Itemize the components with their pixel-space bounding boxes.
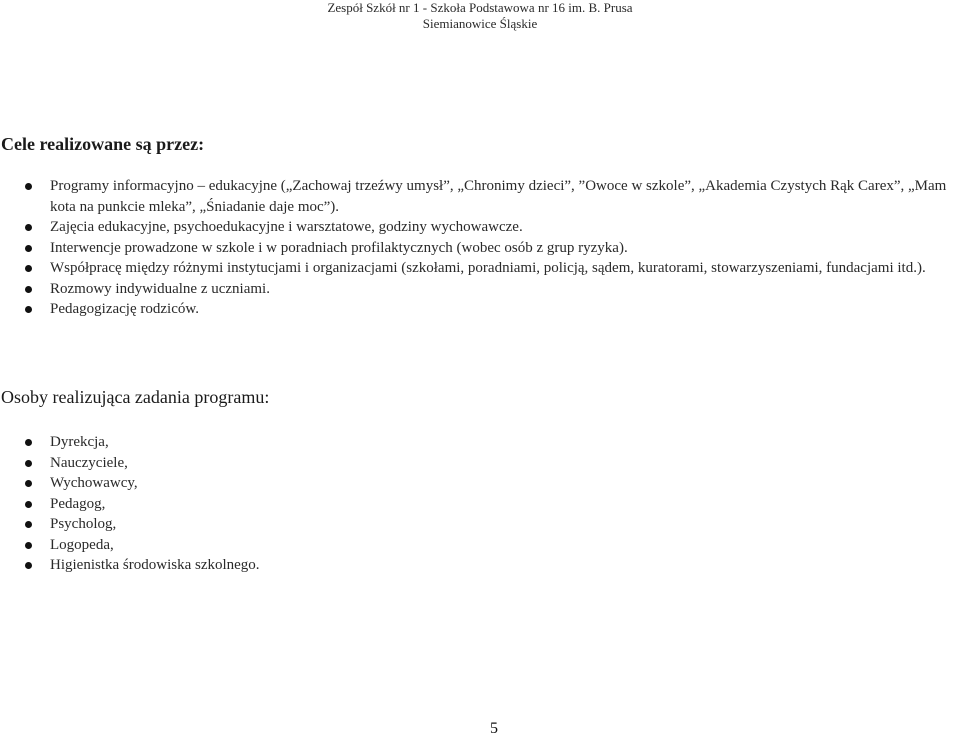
goals-list [0,176,960,320]
list-item [0,555,960,576]
list-item [0,514,960,535]
page-header [0,0,960,32]
list-item-text: Pedagog, [50,495,106,512]
bullet-icon [25,501,32,508]
bullet-icon [25,224,32,231]
list-item-text: Interwencje prowadzone w szkole i w poradniach profilaktycznych (wobec osób z grup ryzyka). [50,239,628,256]
list-item-text: Dyrekcja, [50,434,109,450]
header-city: Siemianowice Śląskie [422,16,538,31]
list-item [0,473,960,494]
list-item [0,258,960,279]
page-number: 5 [490,720,498,737]
staff-list [0,432,960,576]
list-item-text: Psycholog, [50,516,117,532]
section-title-goals: Cele realizowane są przez: [1,134,205,154]
list-item [0,217,960,238]
bullet-icon [25,521,32,528]
list-item [0,535,960,556]
list-item [0,238,960,259]
list-item [0,279,960,300]
section-title-staff: Osoby realizująca zadania programu: [1,387,270,407]
list-item [0,453,960,474]
list-item-text: Pedagogizację rodziców. [50,301,199,317]
bullet-icon [25,562,32,569]
list-item [0,494,960,515]
list-item [0,176,960,217]
list-item-text: Wychowawcy, [50,475,138,491]
list-item-text: Rozmowy indywidualne z uczniami. [50,280,270,297]
list-item-text: Programy informacyjno – edukacyjne („Zachowaj trzeźwy umysł”, „Chronimy dzieci”, ”Owoce w szkole”, „Akademia Czystych Rąk Carex”, „Mam kota na punkcie mleka”, „Śniadanie daje moc”). [50,178,947,215]
list-item [0,432,960,453]
bullet-icon [25,460,32,467]
bullet-icon [25,480,32,487]
list-item-text: Zajęcia edukacyjne, psychoedukacyjne i warsztatowe, godziny wychowawcze. [50,219,523,235]
list-item-text: Nauczyciele, [50,454,128,471]
list-item [0,299,960,320]
bullet-icon [25,439,32,446]
bullet-icon [25,542,32,549]
bullet-icon [25,265,32,272]
bullet-icon [25,306,32,313]
header-school-name: Zespół Szkół nr 1 - Szkoła Podstawowa nr 16 im. B. Prusa [327,0,633,15]
list-item-text: Współpracę między różnymi instytucjami i organizacjami (szkołami, poradniami, policją, sądem, kuratorami, stowarzyszeniami, fundacjami itd.). [50,260,926,276]
list-item-text: Higienistka środowiska szkolnego. [50,557,260,573]
list-item-text: Logopeda, [50,536,114,553]
bullet-icon [25,183,32,190]
bullet-icon [25,245,32,252]
bullet-icon [25,286,32,293]
